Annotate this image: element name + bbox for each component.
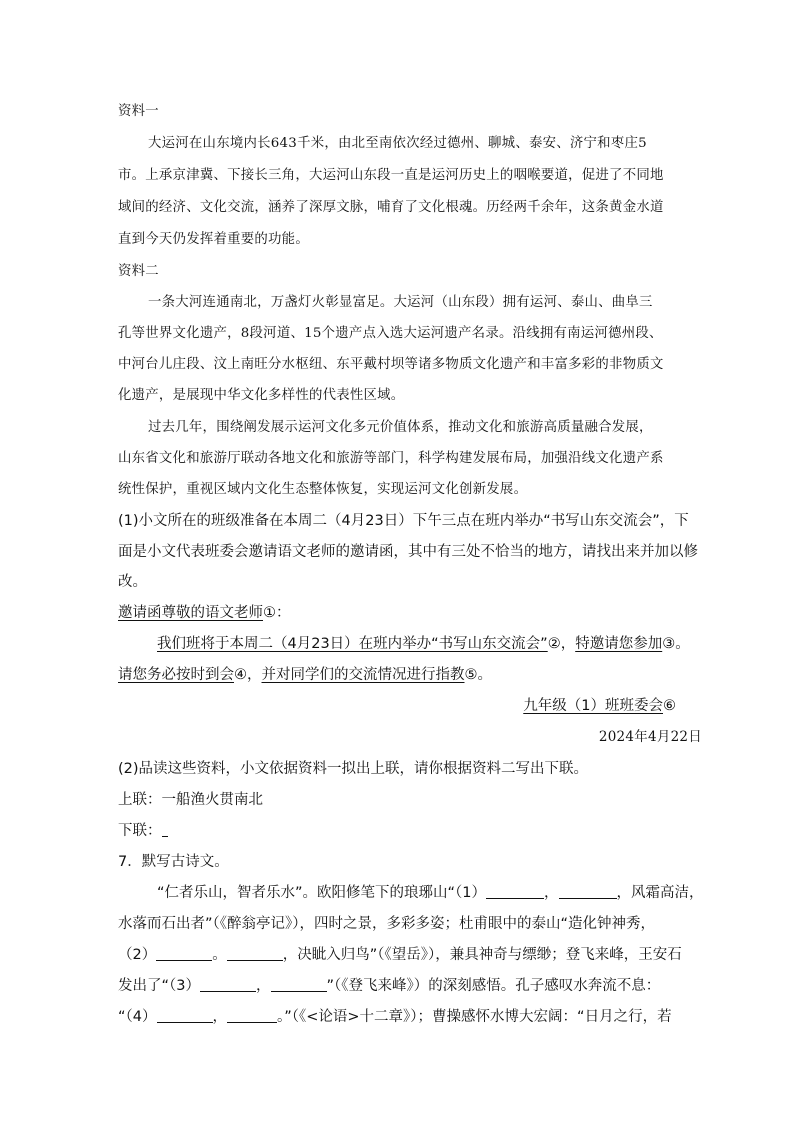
answer-blank[interactable] — [227, 1007, 277, 1023]
q2-upper-couplet: 上联：一船渔火贯南北 — [118, 792, 263, 808]
material1-line: 直到今天仍发挥着重要的功能。 — [118, 232, 309, 247]
material2-line: 孔等世界文化遗产，8段河道、15个遗产点入选大运河遗产名录。沿线拥有南运河德州段、 — [118, 326, 663, 341]
marker-5: ⑤。 — [464, 667, 492, 683]
q2-prompt: (2)品读这些资料，小文依据资料一拟出上联，请你根据资料二写出下联。 — [118, 761, 589, 777]
answer-blank[interactable] — [162, 821, 168, 837]
q1-line: (1)小文所在的班级准备在本周二（4月23日）下午三点在班内举办“书写山东交流会”，下 — [118, 513, 689, 529]
q7-text: 。”（《<论语>十二章》）；曹操感怀水博大宏阔：“日月之行，若 — [277, 1009, 672, 1025]
invitation-greeting-line — [118, 603, 291, 623]
q7-line — [118, 945, 682, 965]
material2-line: 统性保护，重视区域内文化生态整体恢复，实现运河文化创新发展。 — [118, 482, 528, 497]
marker-4: ④， — [234, 667, 262, 683]
q1-line: 改。 — [118, 574, 147, 590]
invitation-title: 邀请函 — [118, 605, 162, 621]
material2-line: 化遗产，是展现中华文化多样性的代表性区域。 — [118, 388, 405, 403]
q7-text: 发出了“（3） — [118, 978, 200, 994]
q7-text: “仁者乐山，智者乐水”。欧阳修笔下的琅琊山“（1） — [157, 885, 487, 901]
material2-line: 一条大河连通南北，万盏灯火彰显富足。大运河（山东段）拥有运河、泰山、曲阜三 — [148, 295, 653, 310]
answer-blank[interactable] — [486, 883, 544, 899]
q7-text: 。 — [212, 947, 227, 963]
q2-lower-label: 下联： — [118, 823, 162, 839]
answer-blank[interactable] — [227, 945, 283, 961]
invitation-segment-4: 请您务必按时到会 — [118, 667, 234, 683]
q1-line: 面是小文代表班委会邀请语文老师的邀请函，其中有三处不恰当的地方，请找出来并加以修 — [118, 544, 698, 560]
material2-line: 中河台儿庄段、汶上南旺分水枢纽、东平戴村坝等诸多物质文化遗产和丰富多彩的非物质文 — [118, 357, 664, 372]
invitation-body-line — [118, 665, 492, 685]
invitation-signature: 九年级（1）班班委会 — [523, 698, 663, 714]
answer-blank[interactable] — [157, 1007, 213, 1023]
invitation-segment-2: 我们班将于本周二（4月23日）在班内举办“书写山东交流会” — [157, 636, 548, 652]
answer-blank[interactable] — [156, 945, 212, 961]
material2-heading: 资料二 — [118, 264, 159, 279]
q7-title: 7．默写古诗文。 — [118, 854, 229, 870]
q7-text: “（4） — [118, 1009, 157, 1025]
marker-1: ①： — [263, 605, 291, 621]
marker-3: ③。 — [662, 636, 690, 652]
invitation-segment-5: 并对同学们的交流情况进行指教 — [261, 667, 465, 683]
q7-text: ， — [256, 978, 271, 994]
invitation-body-line — [157, 634, 690, 654]
q7-line: 水落而石出者”（《醉翁亭记》），四时之景，多彩多姿；杜甫眼中的泰山“造化钟神秀， — [118, 916, 656, 932]
q7-line — [118, 976, 660, 996]
answer-blank[interactable] — [200, 976, 256, 992]
q7-text: ，决眦入归鸟”（《望岳》），兼具神奇与缥缈；登飞来峰，王安石 — [282, 947, 682, 963]
q7-line — [118, 1007, 672, 1027]
invitation-signature-line — [523, 696, 676, 716]
material1-line: 市。上承京津冀、下接长三角，大运河山东段一直是运河历史上的咽喉要道，促进了不同地 — [118, 168, 664, 183]
q7-line — [157, 883, 704, 903]
answer-blank[interactable] — [559, 883, 617, 899]
invitation-segment-3: 特邀请您参加 — [575, 636, 663, 652]
material1-line: 域间的经济、文化交流，涵养了深厚文脉，哺育了文化根魂。历经两千余年，这条黄金水道 — [118, 200, 664, 215]
material1-heading: 资料一 — [118, 104, 159, 119]
q7-text: （2） — [118, 947, 157, 963]
q7-text: ，风霜高洁， — [616, 885, 704, 901]
q7-text: ”（《登飞来峰》）的深刻感悟。孔子感叹水奔流不息： — [326, 978, 661, 994]
material1-line: 大运河在山东境内长643千米，由北至南依次经过德州、聊城、泰安、济宁和枣庄5 — [148, 136, 647, 151]
marker-6: ⑥ — [663, 698, 676, 714]
q7-text: ， — [544, 885, 559, 901]
material2-line: 山东省文化和旅游厅联动各地文化和旅游等部门，科学构建发展布局，加强沿线文化遗产系 — [118, 451, 664, 466]
invitation-date: 2024年4月22日 — [598, 729, 702, 745]
q7-text: ， — [212, 1009, 227, 1025]
q2-lower-couplet-line — [118, 821, 168, 841]
marker-2: ②， — [547, 636, 576, 652]
invitation-greeting: 尊敬的语文老师 — [161, 605, 263, 621]
material2-line: 过去几年，围绕阐发展示运河文化多元价值体系，推动文化和旅游高质量融合发展， — [148, 420, 653, 435]
answer-blank[interactable] — [271, 976, 327, 992]
